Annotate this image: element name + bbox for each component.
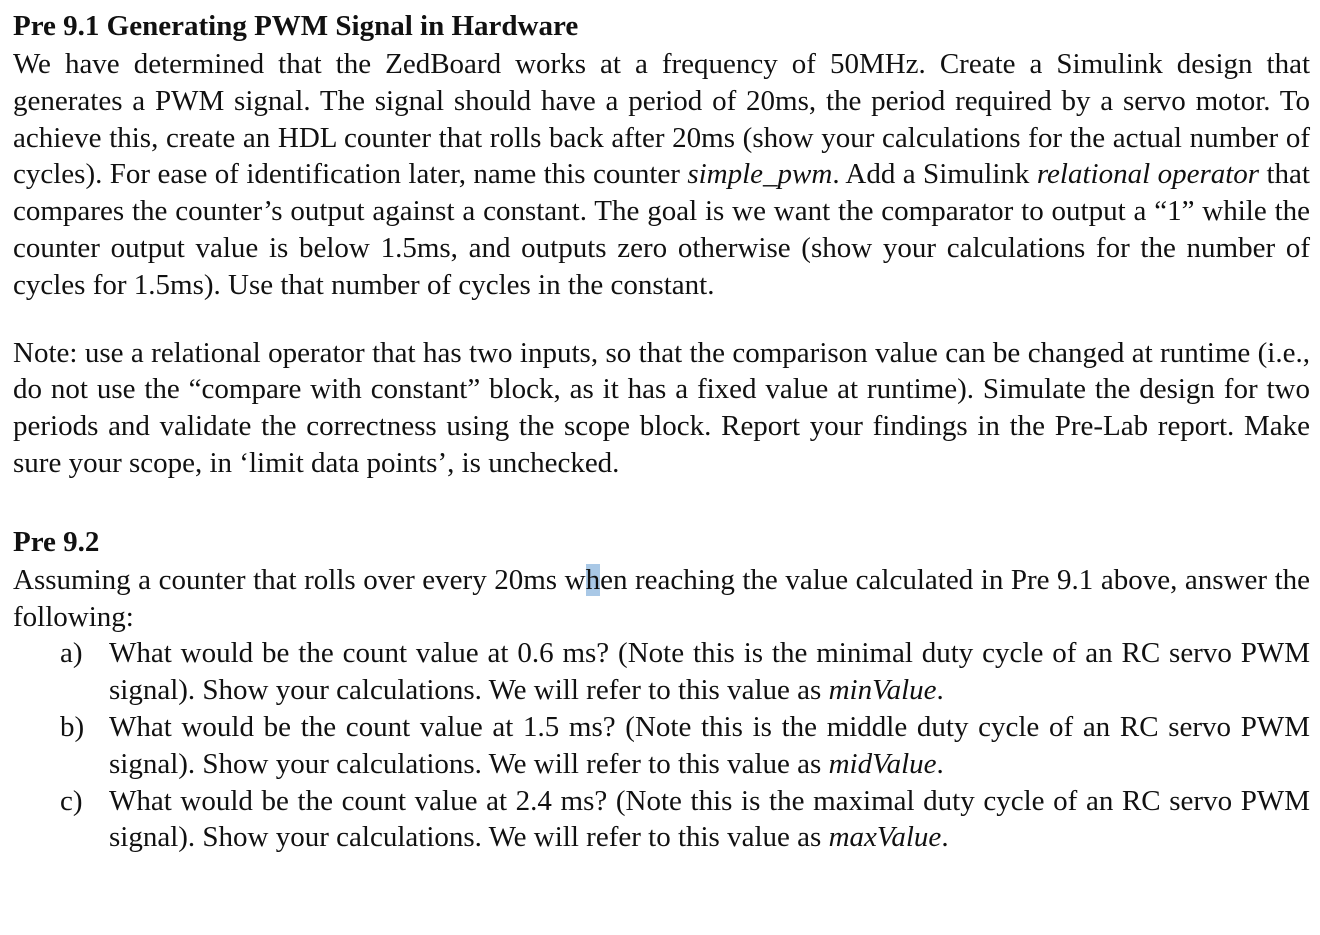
- document-page: [13, 6, 1310, 856]
- section-gap: [13, 482, 1310, 518]
- relational-operator-term: relational operator: [1036, 158, 1260, 191]
- list-item-end: .: [936, 674, 944, 707]
- list-item-end: .: [941, 821, 949, 854]
- question-list: [13, 635, 1310, 856]
- list-item: [13, 783, 1310, 857]
- list-item-text: What would be the count value at 0.6 ms? (Note this is the minimal duty cycle of an RC servo PWM signal). Show your calculations. We will refer to this value as: [109, 637, 1310, 707]
- counter-name-term: simple_pwm: [687, 158, 833, 191]
- list-item-text: What would be the count value at 1.5 ms? (Note this is the middle duty cycle of an RC servo PWM signal). Show your calculations. We will refer to this value as: [109, 710, 1310, 780]
- list-item: [13, 709, 1310, 783]
- list-marker: a): [60, 637, 83, 670]
- paragraph-intro: [13, 562, 1310, 636]
- paragraph-gap: [13, 304, 1310, 335]
- paragraph-text: Assuming a counter that rolls over every 20ms w: [13, 563, 586, 596]
- min-value-term: minValue: [828, 674, 937, 707]
- list-marker: c): [60, 784, 83, 817]
- paragraph-text: . Add a Simulink: [832, 158, 1037, 191]
- list-marker: b): [60, 710, 85, 743]
- section-heading-pre-9-2: Pre 9.2: [13, 525, 100, 558]
- section-heading-pre-9-1: Pre 9.1 Generating PWM Signal in Hardware: [13, 10, 579, 42]
- mid-value-term: midValue: [828, 747, 937, 780]
- list-item-end: .: [936, 747, 944, 780]
- list-item: [13, 635, 1310, 709]
- list-item-text: What would be the count value at 2.4 ms? (Note this is the maximal duty cycle of an RC servo PWM signal). Show your calculations. We will refer to this value as: [109, 784, 1310, 854]
- max-value-term: maxValue: [828, 821, 942, 854]
- paragraph-instructions: [13, 46, 1310, 304]
- paragraph-text: that compares the counter’s output against a constant. The goal is we want the comparator to output a “1” while the counter output value is below 1.5ms, and outputs zero otherwise (show your calculations for the number of cycles for 1.5ms). Use that number of cycles in the constant.: [13, 158, 1310, 301]
- paragraph-text: We have determined that the ZedBoard works at a frequency of 50MHz. Create a Simulink design that generates a PWM signal. The signal should have a period of 20ms, the period required by a servo motor. To achieve this, create an HDL counter that rolls back after 20ms (show your calculations for the actual number of cycles). For ease of identification later, name this counter: [13, 48, 1310, 191]
- paragraph-text: en reaching the value calculated in Pre 9.1 above, answer the following:: [13, 563, 1310, 633]
- paragraph-note: Note: use a relational operator that has two inputs, so that the comparison value can be changed at runtime (i.e., do not use the “compare with constant” block, as it has a fixed value at runtime). Simulate the design for two periods and validate the correctness using the scope block. Report your findings in the Pre-Lab report. Make sure your scope, in ‘limit data points’, is unchecked.: [13, 336, 1310, 479]
- text-selection-highlight[interactable]: h: [585, 563, 601, 596]
